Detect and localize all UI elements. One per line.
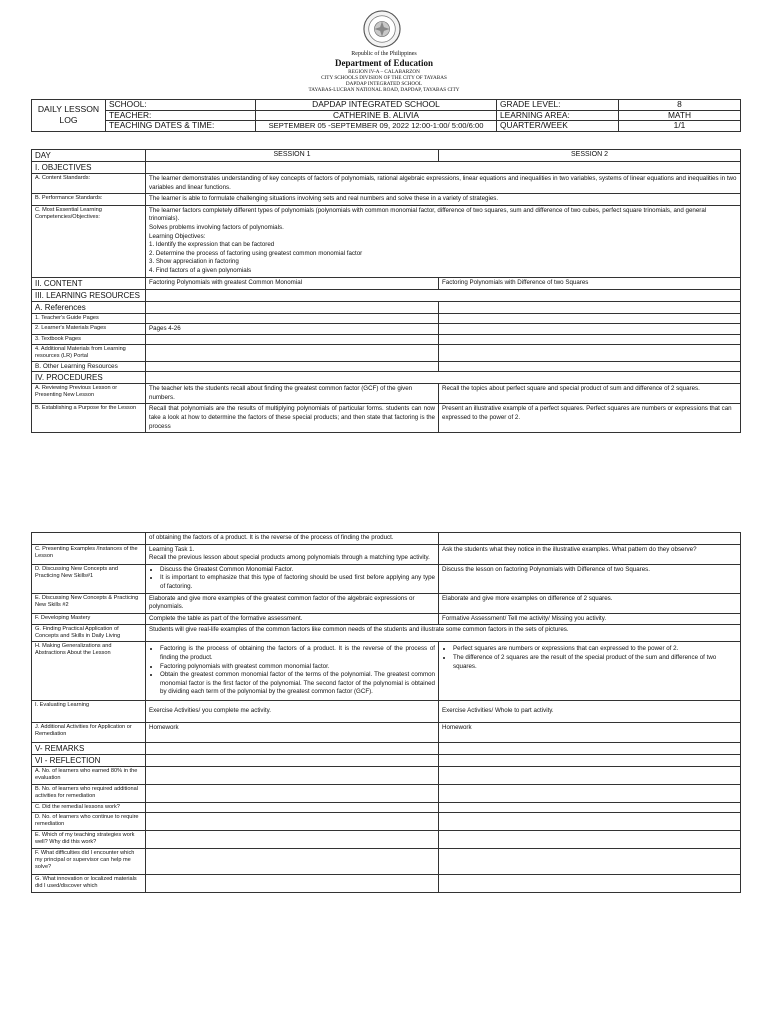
performance-standards-text: The learner is able to formulate challenging situations involving sets and real numbers and solve these in a variety of strategies. [146, 194, 741, 206]
list-item: • Perfect squares are numbers or expressions that can expressed to the power of 2. [453, 645, 737, 654]
school-label: SCHOOL: [106, 100, 256, 111]
day-header: DAY [32, 150, 146, 162]
content-heading: II. CONTENT [32, 277, 146, 289]
remarks-heading: V- REMARKS [32, 742, 146, 754]
area-value: MATH [619, 110, 741, 121]
objective-item: 4. Find factors of a given polynomials [149, 266, 252, 274]
objective-item: 1. Identify the expression that can be factored [149, 241, 275, 249]
teacher-value: CATHERINE B. ALIVIA [256, 110, 497, 121]
learners-materials-label: 2. Learner's Materials Pages [32, 323, 146, 335]
learning-objectives-title: Learning Objectives: [149, 232, 206, 240]
content-standards-text: The learner demonstrates understanding of key concepts of factors of polynomials, rational algebraic expressions, linear equations and inequalities in two variables, systems of linear equations and inequalities in two variables and linear functions. [146, 174, 741, 194]
school-value: DAPDAP INTEGRATED SCHOOL [256, 100, 497, 111]
review-session1: The teacher lets the students recall about finding the greatest common factor (GCF) of the given numbers. [146, 384, 439, 404]
list-item: • Factoring is the process of obtaining the factors of a product. It is the reverse of the process of finding the product. [160, 645, 435, 662]
page-gap [0, 510, 768, 528]
review-label: A. Reviewing Previous Lesson or Presenting New Lesson [32, 384, 146, 404]
generalizations-session2 [439, 642, 741, 701]
additional-activities-session2: Homework [439, 722, 741, 742]
lesson-table-page-1 [31, 149, 741, 433]
quarter-label: QUARTER/WEEK [497, 121, 619, 132]
presenting-examples-label: C. Presenting Examples /Instances of the Lesson [32, 544, 146, 564]
generalizations-label: H. Making Generalizations and Abstractions About the Lesson [32, 642, 146, 701]
discussing-1-session1 [146, 564, 439, 593]
other-resources-label: B. Other Learning Resources [32, 362, 146, 372]
learning-task-title: Learning Task 1. [149, 545, 195, 553]
objectives-heading: I. OBJECTIVES [32, 162, 146, 174]
grade-label: GRADE LEVEL: [497, 100, 619, 111]
department-label: Department of Education [335, 58, 433, 68]
quarter-value: 1/1 [619, 121, 741, 132]
reflection-e-label: E. Which of my teaching strategies work well? Why did this work? [32, 830, 146, 848]
developing-mastery-session1: Complete the table as part of the formative assessment. [146, 613, 439, 625]
performance-standards-label: B. Performance Standards: [32, 194, 146, 206]
evaluating-session1: Exercise Activities/ you complete me activity. [146, 700, 439, 722]
session1-header: SESSION 1 [146, 150, 439, 162]
teachers-guide-label: 1. Teacher's Guide Pages [32, 313, 146, 323]
additional-activities-label: J. Additional Activities for Application or Remediation [32, 722, 146, 742]
learning-task-text: Recall the previous lesson about special products among polynomials through a matching type activity. [149, 554, 430, 562]
republic-label: Republic of the Philippines [351, 51, 417, 57]
purpose-continued: of obtaining the factors of a product. It is the reverse of the process of finding the product. [146, 533, 439, 545]
textbook-pages-label: 3. Textbook Pages [32, 335, 146, 345]
list-item: • Factoring polynomials with greatest common monomial factor. [160, 663, 435, 672]
purpose-session2: Present an illustrative example of a perfect squares. Perfect squares are numbers or expressions that can expressed to the power of 2. [439, 404, 741, 433]
content-standards-label: A. Content Standards: [32, 174, 146, 194]
info-table [31, 99, 741, 132]
review-session2: Recall the topics about perfect square and special product of sum and difference of 2 squares. [439, 384, 741, 404]
melc-cell [146, 205, 741, 277]
developing-mastery-session2: Formative Assessment/ Tell me activity/ Missing you activity. [439, 613, 741, 625]
deped-seal-icon [363, 10, 401, 48]
reflection-g-label: G. What innovation or localized materials did I used/discover which [32, 874, 146, 892]
division-label: CITY SCHOOLS DIVISION OF THE CITY OF TAYABAS [321, 75, 447, 81]
generalizations-session1 [146, 642, 439, 701]
address-label: TAYABAS-LUCBAN NATIONAL ROAD, DAPDAP, TAYABAS CITY [308, 87, 460, 93]
dll-title: DAILY LESSON LOG [32, 100, 106, 132]
references-heading: A. References [32, 301, 146, 313]
content-session2: Factoring Polynomials with Difference of two Squares [439, 277, 741, 289]
list-item: • It is important to emphasize that this type of factoring should be used first before applying any type of factoring. [160, 574, 435, 591]
discussing-2-label: E. Discussing New Concepts & Practicing New Skills #2 [32, 593, 146, 613]
additional-activities-session1: Homework [146, 722, 439, 742]
list-item: • Obtain the greatest common monomial factor of the terms of the polynomial. The greatest common monomial factor is the first factor of the polynomial. The second factor of the polynomial is obtained by dividing each term of the polynomial by the greatest common factor (GCF). [160, 671, 435, 697]
discussing-1-session2: Discuss the lesson on factoring Polynomials with Difference of two Squares. [439, 564, 741, 593]
presenting-session2: Ask the students what they notice in the illustrative examples. What pattern do they observe? [439, 544, 741, 564]
practical-application-text: Students will give real-life examples of the common factors like common needs of the students and illustrate some common factors in the sets of pictures. [146, 625, 741, 642]
discussing-2-session1: Elaborate and give more examples of the greatest common factor of the algebraic expressions or polynomials. [146, 593, 439, 613]
reflection-b-label: B. No. of learners who required additional activities for remediation [32, 784, 146, 802]
learning-resources-heading: III. LEARNING RESOURCES [32, 289, 146, 301]
teacher-label: TEACHER: [106, 110, 256, 121]
page-2 [0, 528, 768, 1024]
reflection-c-label: C. Did the remedial lessons work? [32, 802, 146, 812]
melc-text: The learner factors completely different types of polynomials (polynomials with common monomial factor, difference of two squares, sum and difference of two cubes, perfect square trinomials, and general trinomials). [149, 206, 707, 223]
melc-label: C. Most Essential Learning Competencies/Objectives: [32, 205, 146, 277]
reflection-a-label: A. No. of learners who earned 80% in the evaluation [32, 766, 146, 784]
developing-mastery-label: F. Developing Mastery [32, 613, 146, 625]
objective-item: 3. Show appreciation in factoring [149, 258, 239, 266]
practical-application-label: G. Finding Practical Application of Concepts and Skills in Daily Living [32, 625, 146, 642]
learners-materials-value: Pages 4-26 [146, 323, 439, 335]
grade-value: 8 [619, 100, 741, 111]
reflection-heading: VI - REFLECTION [32, 754, 146, 766]
purpose-label: B. Establishing a Purpose for the Lesson [32, 404, 146, 433]
school-name-label: DAPDAP INTEGRATED SCHOOL [345, 81, 423, 87]
procedures-heading: IV. PROCEDURES [32, 372, 146, 384]
reflection-d-label: D. No. of learners who continue to require remediation [32, 812, 146, 830]
evaluating-session2: Exercise Activities/ Whole to part activity. [439, 700, 741, 722]
region-label: REGION IV-A – CALABARZON [348, 69, 420, 75]
session2-header: SESSION 2 [439, 150, 741, 162]
list-item: • Discuss the Greatest Common Monomial Factor. [160, 566, 435, 575]
presenting-session1 [146, 544, 439, 564]
page-1 [0, 0, 768, 510]
list-item: • The difference of 2 squares are the result of the special product of the sum and difference of two squares. [453, 654, 737, 671]
evaluating-label: I. Evaluating Learning [32, 700, 146, 722]
melc-problems: Solves problems involving factors of polynomials. [149, 223, 284, 231]
discussing-1-label: D. Discussing New Concepts and Practicing New Skills#1 [32, 564, 146, 593]
objective-item: 2. Determine the process of factoring using greatest common monomial factor [149, 249, 363, 257]
area-label: LEARNING AREA: [497, 110, 619, 121]
dates-label: TEACHING DATES & TIME: [106, 121, 256, 132]
additional-materials-label: 4. Additional Materials from Learning resources (LR) Portal [32, 345, 146, 362]
lesson-table-page-2 [31, 532, 741, 893]
content-session1: Factoring Polynomials with greatest Common Monomial [146, 277, 439, 289]
discussing-2-session2: Elaborate and give more examples on difference of 2 squares. [439, 593, 741, 613]
reflection-f-label: F. What difficulties did I encounter which my principal or supervisor can help me solve? [32, 848, 146, 874]
dates-value: SEPTEMBER 05 -SEPTEMBER 09, 2022 12:00-1:00/ 5:00/6:00 [256, 121, 497, 132]
purpose-session1: Recall that polynomials are the results of multiplying polynomials of particular forms. students can now take a look at how to determine the factors of these special products; and then state that factoring is the process [146, 404, 439, 433]
